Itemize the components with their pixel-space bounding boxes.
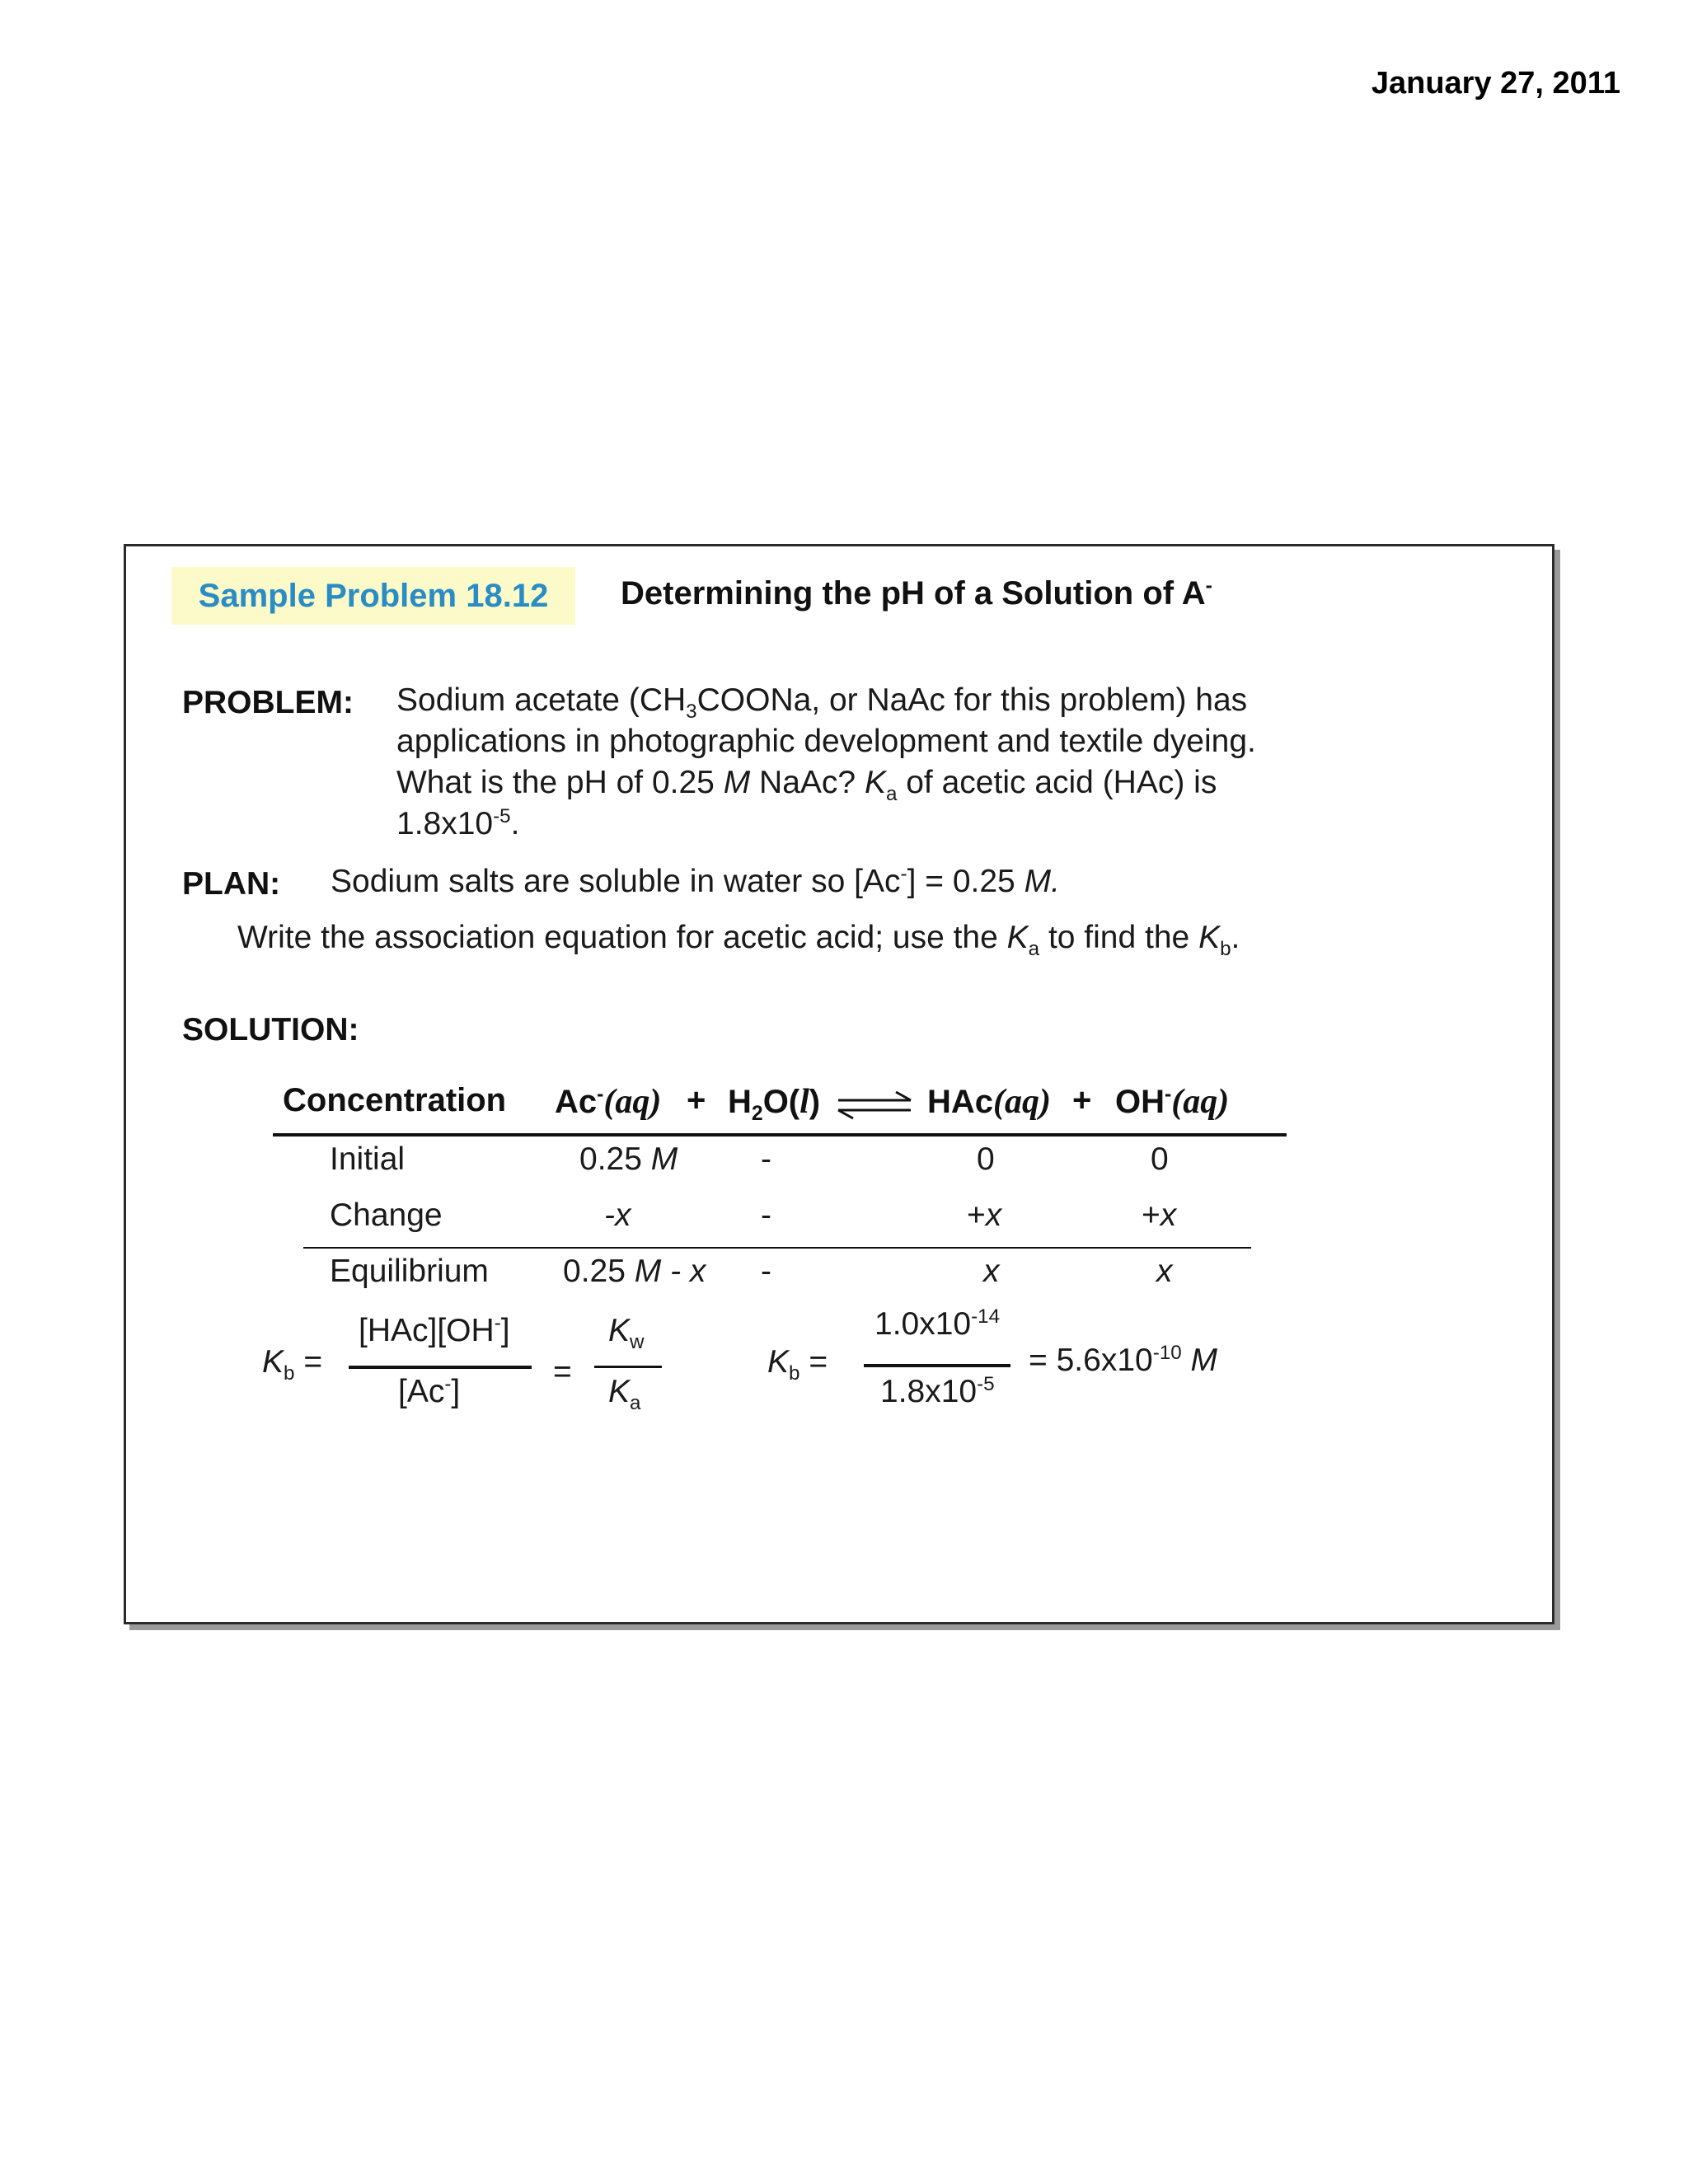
eq-water: $H_2O(l)$ (728, 1083, 821, 1125)
row-change-h2o: - (761, 1197, 771, 1233)
kb-numerator: [HAc][OH-] (359, 1312, 510, 1348)
kb-value-numerator: $1.0x10^{-14}$ (874, 1305, 1001, 1342)
col-concentration: Concentration (283, 1082, 507, 1118)
kb-equals-2: = (553, 1354, 572, 1390)
row-change-hac: +x (967, 1197, 1002, 1233)
row-equilibrium-ac: 0.25 M - x (563, 1254, 706, 1289)
kw-fraction-bar (594, 1366, 662, 1368)
row-initial-hac: 0 (977, 1141, 995, 1177)
row-initial-oh: 0 (1151, 1141, 1169, 1177)
problem-line-3: What is the pH of 0.25 M NaAc? $K_a$ of acetic acid (HAc) is (396, 765, 1217, 805)
row-change-oh: +x (1142, 1197, 1177, 1233)
row-change-label: Change (330, 1197, 443, 1233)
row-change-ac: -x (604, 1197, 631, 1233)
slide-frame (124, 544, 1554, 1624)
plan-label: PLAN: (182, 866, 281, 902)
equilibrium-arrows-icon (835, 1089, 914, 1122)
row-equilibrium-label: Equilibrium (330, 1254, 489, 1289)
page-date: January 27, 2011 (1371, 66, 1620, 101)
solution-label: SOLUTION: (182, 1012, 359, 1047)
eq-hydroxide: OH-(aq) (1115, 1083, 1230, 1121)
table-change-rule (303, 1247, 1251, 1249)
row-equilibrium-hac: x (983, 1254, 1000, 1289)
problem-line-1: Sodium acetate ($CH_3COONa$, or NaAc for this problem) has (396, 682, 1248, 723)
row-initial-h2o: - (761, 1141, 771, 1177)
row-equilibrium-h2o: - (761, 1254, 771, 1289)
problem-line-2: applications in photographic development and textile dyeing. (396, 724, 1256, 759)
plan-line-2: Write the association equation for acetic acid; use the $K_a$ to find the $K_b$. (237, 920, 1240, 960)
kb-fraction-bar-1 (349, 1366, 532, 1369)
kb-result: = $5.6x10^{-10}$ M (1029, 1342, 1217, 1378)
kb-fraction-bar-2 (864, 1364, 1010, 1367)
row-initial-ac: 0.25 M (579, 1141, 678, 1177)
kb-denominator: [Ac-] (398, 1373, 461, 1409)
eq-acetate: Ac-(aq) (555, 1083, 662, 1121)
kw-symbol: $K_w$ (608, 1313, 645, 1353)
row-initial-label: Initial (330, 1141, 406, 1177)
table-header-rule (273, 1133, 1287, 1137)
eq-plus-2: + (1072, 1082, 1092, 1118)
problem-label: PROBLEM: (182, 685, 354, 720)
plan-line-1: Sodium salts are soluble in water so [Ac-] = 0.25 M. (331, 863, 1060, 899)
problem-line-4: $1.8x10^{-5}$. (396, 805, 520, 841)
ka-symbol: $K_a$ (608, 1374, 641, 1414)
kb-symbol-2: $K_b$ = (767, 1344, 828, 1385)
kb-symbol-1: $K_b$ = (262, 1344, 323, 1385)
sample-problem-badge: Sample Problem 18.12 (171, 567, 575, 625)
kb-value-denominator: $1.8x10^{-5}$ (880, 1373, 995, 1409)
eq-acetic-acid: HAc(aq) (927, 1083, 1052, 1121)
problem-text (396, 680, 1256, 845)
row-equilibrium-oh: x (1156, 1254, 1173, 1289)
eq-plus-1: + (687, 1082, 706, 1118)
slide-title: Determining the pH of a Solution of A- (621, 574, 1212, 612)
